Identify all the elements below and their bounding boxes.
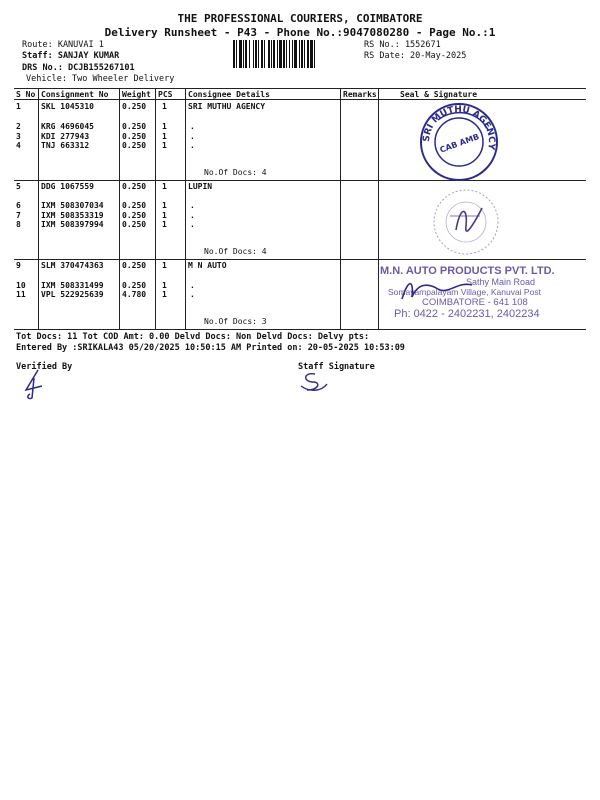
- lupin-stamp: [420, 186, 512, 260]
- row-pcs: 1: [162, 261, 167, 270]
- row-consignee-dot: .: [190, 141, 195, 150]
- row-consignment-no: SLM 370474363: [41, 261, 104, 270]
- vehicle-label: Vehicle: Two Wheeler Delivery: [26, 74, 175, 84]
- row-consignee-dot: .: [190, 220, 195, 229]
- verified-by-label: Verified By: [16, 362, 73, 372]
- row-consignment-no: SKL 1045310: [41, 102, 94, 111]
- row-consignee-dot: .: [190, 280, 195, 290]
- row-pcs: 1: [162, 210, 167, 220]
- docs-count: No.Of Docs: 4: [204, 247, 267, 256]
- col-header-pcs: PCS: [158, 90, 173, 99]
- row-sno: 9: [16, 261, 21, 270]
- consignee-name: SRI MUTHU AGENCY: [188, 102, 266, 111]
- row-sno: 4: [16, 141, 21, 150]
- barcode: [233, 40, 357, 68]
- row-pcs: 1: [162, 290, 167, 299]
- row-consignment-no: IXM 508397994: [41, 220, 104, 229]
- row-weight: 0.250: [122, 261, 147, 270]
- row-sno: 2: [16, 122, 21, 131]
- row-consignee-dot: .: [190, 201, 195, 210]
- col-header-seal: Seal & Signature: [400, 90, 478, 99]
- row-consignee-dot: .: [190, 131, 195, 141]
- consignee-name: LUPIN: [188, 182, 213, 191]
- svg-text:SRI MUTHU AGENCY: SRI MUTHU AGENCY: [421, 104, 497, 151]
- entered-by-line: Entered By :SRIKALA43 05/20/2025 10:50:15 AM Printed on: 20-05-2025 10:53:09: [16, 343, 405, 353]
- docs-count: No.Of Docs: 3: [204, 317, 267, 326]
- row-pcs: 1: [162, 131, 167, 141]
- row-consignment-no: KRG 4696045: [41, 122, 94, 131]
- route-label: Route: KANUVAI 1: [22, 40, 104, 50]
- row-weight: 0.250: [122, 141, 147, 150]
- drs-number: DRS No.: DCJB155267101: [22, 63, 135, 73]
- row-weight: 0.250: [122, 220, 147, 229]
- svg-text:CAB AMB: CAB AMB: [438, 132, 481, 155]
- row-sno: 1: [16, 102, 21, 111]
- mn-auto-stamp: M.N. AUTO PRODUCTS PVT. LTD. Sathy Main Road Somayampalayam Village, Kanuvai Post COIMBATORE - 641 108 Ph: 0422 - 2402231, 2402234: [380, 265, 555, 320]
- company-title: THE PROFESSIONAL COURIERS, COIMBATORE: [177, 12, 423, 25]
- col-header-weight: Weight: [122, 90, 151, 99]
- row-weight: 0.250: [122, 210, 147, 220]
- docs-count: No.Of Docs: 4: [204, 168, 267, 177]
- col-header-sno: S No: [16, 90, 36, 99]
- col-header-remarks: Remarks: [343, 90, 377, 99]
- staff-signature-label: Staff Signature: [298, 362, 375, 372]
- row-pcs: 1: [162, 220, 167, 229]
- row-consignment-no: TNJ 663312: [41, 141, 90, 150]
- row-consignment-no: IXM 508331499: [41, 280, 104, 290]
- row-consignee-dot: .: [190, 290, 195, 299]
- row-pcs: 1: [162, 102, 167, 111]
- row-consignment-no: IXM 508353319: [41, 210, 104, 220]
- staff-signature: [295, 370, 329, 394]
- row-sno: 11: [16, 290, 26, 299]
- staff-label: Staff: SANJAY KUMAR: [22, 51, 120, 61]
- row-pcs: 1: [162, 280, 167, 290]
- row-weight: 0.250: [122, 280, 147, 290]
- verifier-signature: [20, 368, 50, 402]
- row-sno: 3: [16, 131, 21, 141]
- row-consignment-no: DDG 1067559: [41, 182, 94, 191]
- col-header-consignee: Consignee Details: [188, 90, 270, 99]
- row-pcs: 1: [162, 141, 167, 150]
- row-consignee-dot: .: [190, 122, 195, 131]
- rs-date: RS Date: 20-May-2025: [364, 51, 467, 61]
- row-sno: 10: [16, 280, 26, 290]
- row-sno: 5: [16, 182, 21, 191]
- row-consignment-no: IXM 508307034: [41, 201, 104, 210]
- col-header-consignment: Consignment No: [41, 90, 109, 99]
- row-pcs: 1: [162, 122, 167, 131]
- row-sno: 6: [16, 201, 21, 210]
- row-sno: 8: [16, 220, 21, 229]
- row-pcs: 1: [162, 201, 167, 210]
- row-weight: 0.250: [122, 131, 147, 141]
- consignee-name: M N AUTO: [188, 261, 227, 270]
- rs-number: RS No.: 1552671: [364, 40, 441, 50]
- row-consignment-no: VPL 522925639: [41, 290, 104, 299]
- sri-muthu-agency-stamp: [408, 100, 510, 184]
- row-weight: 0.250: [122, 201, 147, 210]
- runsheet-subtitle: Delivery Runsheet - P43 - Phone No.:9047080280 - Page No.:1: [104, 26, 496, 39]
- row-weight: 4.780: [122, 290, 147, 299]
- row-weight: 0.250: [122, 102, 147, 111]
- row-sno: 7: [16, 210, 21, 220]
- row-consignment-no: KDI 277943: [41, 131, 90, 141]
- totals-line: Tot Docs: 11 Tot COD Amt: 0.00 Delvd Docs: Non Delvd Docs: Delvy pts:: [16, 332, 370, 342]
- row-consignee-dot: .: [190, 210, 195, 220]
- row-weight: 0.250: [122, 182, 147, 191]
- row-weight: 0.250: [122, 122, 147, 131]
- row-pcs: 1: [162, 182, 167, 191]
